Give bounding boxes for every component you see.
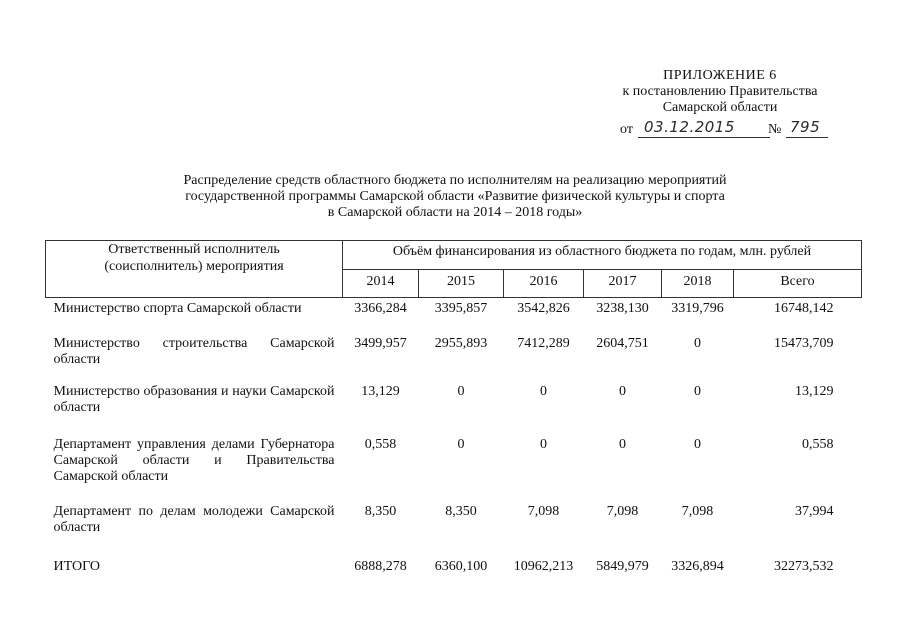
title-line-2: государственной программы Самарской области «Развитие физической культуры и спорта: [185, 189, 725, 204]
value-cell-2016: 7412,289: [517, 336, 570, 351]
value-cell-2017: 2604,751: [596, 336, 649, 351]
value-cell-2018: 0: [694, 384, 701, 399]
value-cell-2015: 0: [457, 437, 465, 452]
value-cell-2016: 7,098: [527, 504, 560, 519]
table-row: [46, 501, 862, 556]
appendix-line-region: Самарской области: [662, 100, 778, 115]
value-cell-2018: 0: [694, 336, 701, 351]
table-row: [46, 333, 862, 381]
value-cell-total: 32273,532: [774, 559, 834, 574]
value-cell-2014: 6888,278: [354, 559, 407, 574]
title-line-1: Распределение средств областного бюджета по исполнителям на реализацию мероприятий: [183, 173, 727, 188]
value-cell-2017: 5849,979: [596, 559, 649, 574]
value-cell-2016: 3542,826: [517, 301, 570, 316]
value-cell-2016: 10962,213: [513, 559, 574, 574]
year-header-2014: 2014: [343, 269, 419, 298]
value-cell-2018: 3319,796: [671, 301, 724, 316]
value-cell-2014: 3366,284: [354, 301, 407, 316]
value-cell-2017: 7,098: [606, 504, 639, 519]
date-underline: [638, 137, 770, 138]
value-cell-2016: 0: [540, 384, 547, 399]
executor-cell: Министерство образования и науки Самарской области: [53, 384, 335, 415]
value-cell-2015: 3395,857: [434, 301, 488, 316]
appendix-line-decree: к постановлению Правительства: [622, 84, 818, 99]
total-label-cell: ИТОГО: [53, 559, 100, 574]
value-cell-2015: 0: [457, 384, 465, 399]
title-line-3: в Самарской области на 2014 – 2018 годы»: [327, 205, 583, 220]
executor-cell: Департамент по делам молодежи Самарской области: [53, 504, 335, 535]
executor-cell: Департамент управления делами Губернатора Самарской области и Правительства Самарской области: [53, 437, 335, 484]
handwritten-date: 03.12.2015: [644, 118, 735, 136]
value-cell-2016: 0: [540, 437, 547, 452]
value-cell-2017: 0: [619, 437, 626, 452]
value-cell-total: 0,558: [802, 437, 834, 452]
handwritten-number: 795: [790, 118, 821, 136]
appendix-header: [560, 68, 880, 116]
year-header-2017: 2017: [584, 269, 662, 298]
total-header: Всего: [734, 269, 862, 298]
value-cell-2014: 0,558: [364, 437, 397, 452]
document-title: [140, 173, 770, 221]
appendix-title: ПРИЛОЖЕНИЕ 6: [663, 68, 777, 83]
year-header-2015: 2015: [419, 269, 504, 298]
value-cell-2014: 8,350: [364, 504, 397, 519]
funding-column-header: Объём финансирования из областного бюджета по годам, млн. рублей: [343, 241, 862, 270]
value-cell-2014: 3499,957: [354, 336, 407, 351]
executor-header-line-2: (соисполнитель) мероприятия: [104, 259, 284, 274]
year-header-2018: 2018: [662, 269, 734, 298]
value-cell-2018: 3326,894: [671, 559, 724, 574]
executor-cell: Министерство спорта Самарской области: [53, 301, 302, 316]
table-total-row: [46, 556, 862, 581]
value-cell-2018: 7,098: [681, 504, 714, 519]
budget-distribution-table: [45, 240, 862, 581]
value-cell-2017: 0: [619, 384, 626, 399]
date-prefix: от: [620, 122, 633, 137]
year-header-2016: 2016: [504, 269, 584, 298]
number-underline: [786, 137, 828, 138]
value-cell-total: 37,994: [795, 504, 834, 519]
table-header-row: [46, 241, 862, 270]
value-cell-2015: 6360,100: [434, 559, 488, 574]
executor-cell: Министерство строительства Самарской области: [53, 336, 335, 367]
table-row: [46, 434, 862, 501]
executor-column-header: [46, 241, 343, 298]
executor-header-line-1: Ответственный исполнитель: [108, 242, 280, 257]
value-cell-2014: 13,129: [361, 384, 400, 399]
value-cell-2017: 3238,130: [596, 301, 649, 316]
value-cell-2018: 0: [694, 437, 701, 452]
decree-date-number: [620, 118, 850, 140]
value-cell-total: 13,129: [795, 384, 834, 399]
value-cell-2015: 8,350: [445, 504, 477, 519]
table-row: [46, 298, 862, 334]
table-row: [46, 381, 862, 434]
value-cell-total: 16748,142: [774, 301, 834, 316]
number-prefix: №: [768, 122, 782, 137]
value-cell-total: 15473,709: [774, 336, 834, 351]
value-cell-2015: 2955,893: [434, 336, 488, 351]
